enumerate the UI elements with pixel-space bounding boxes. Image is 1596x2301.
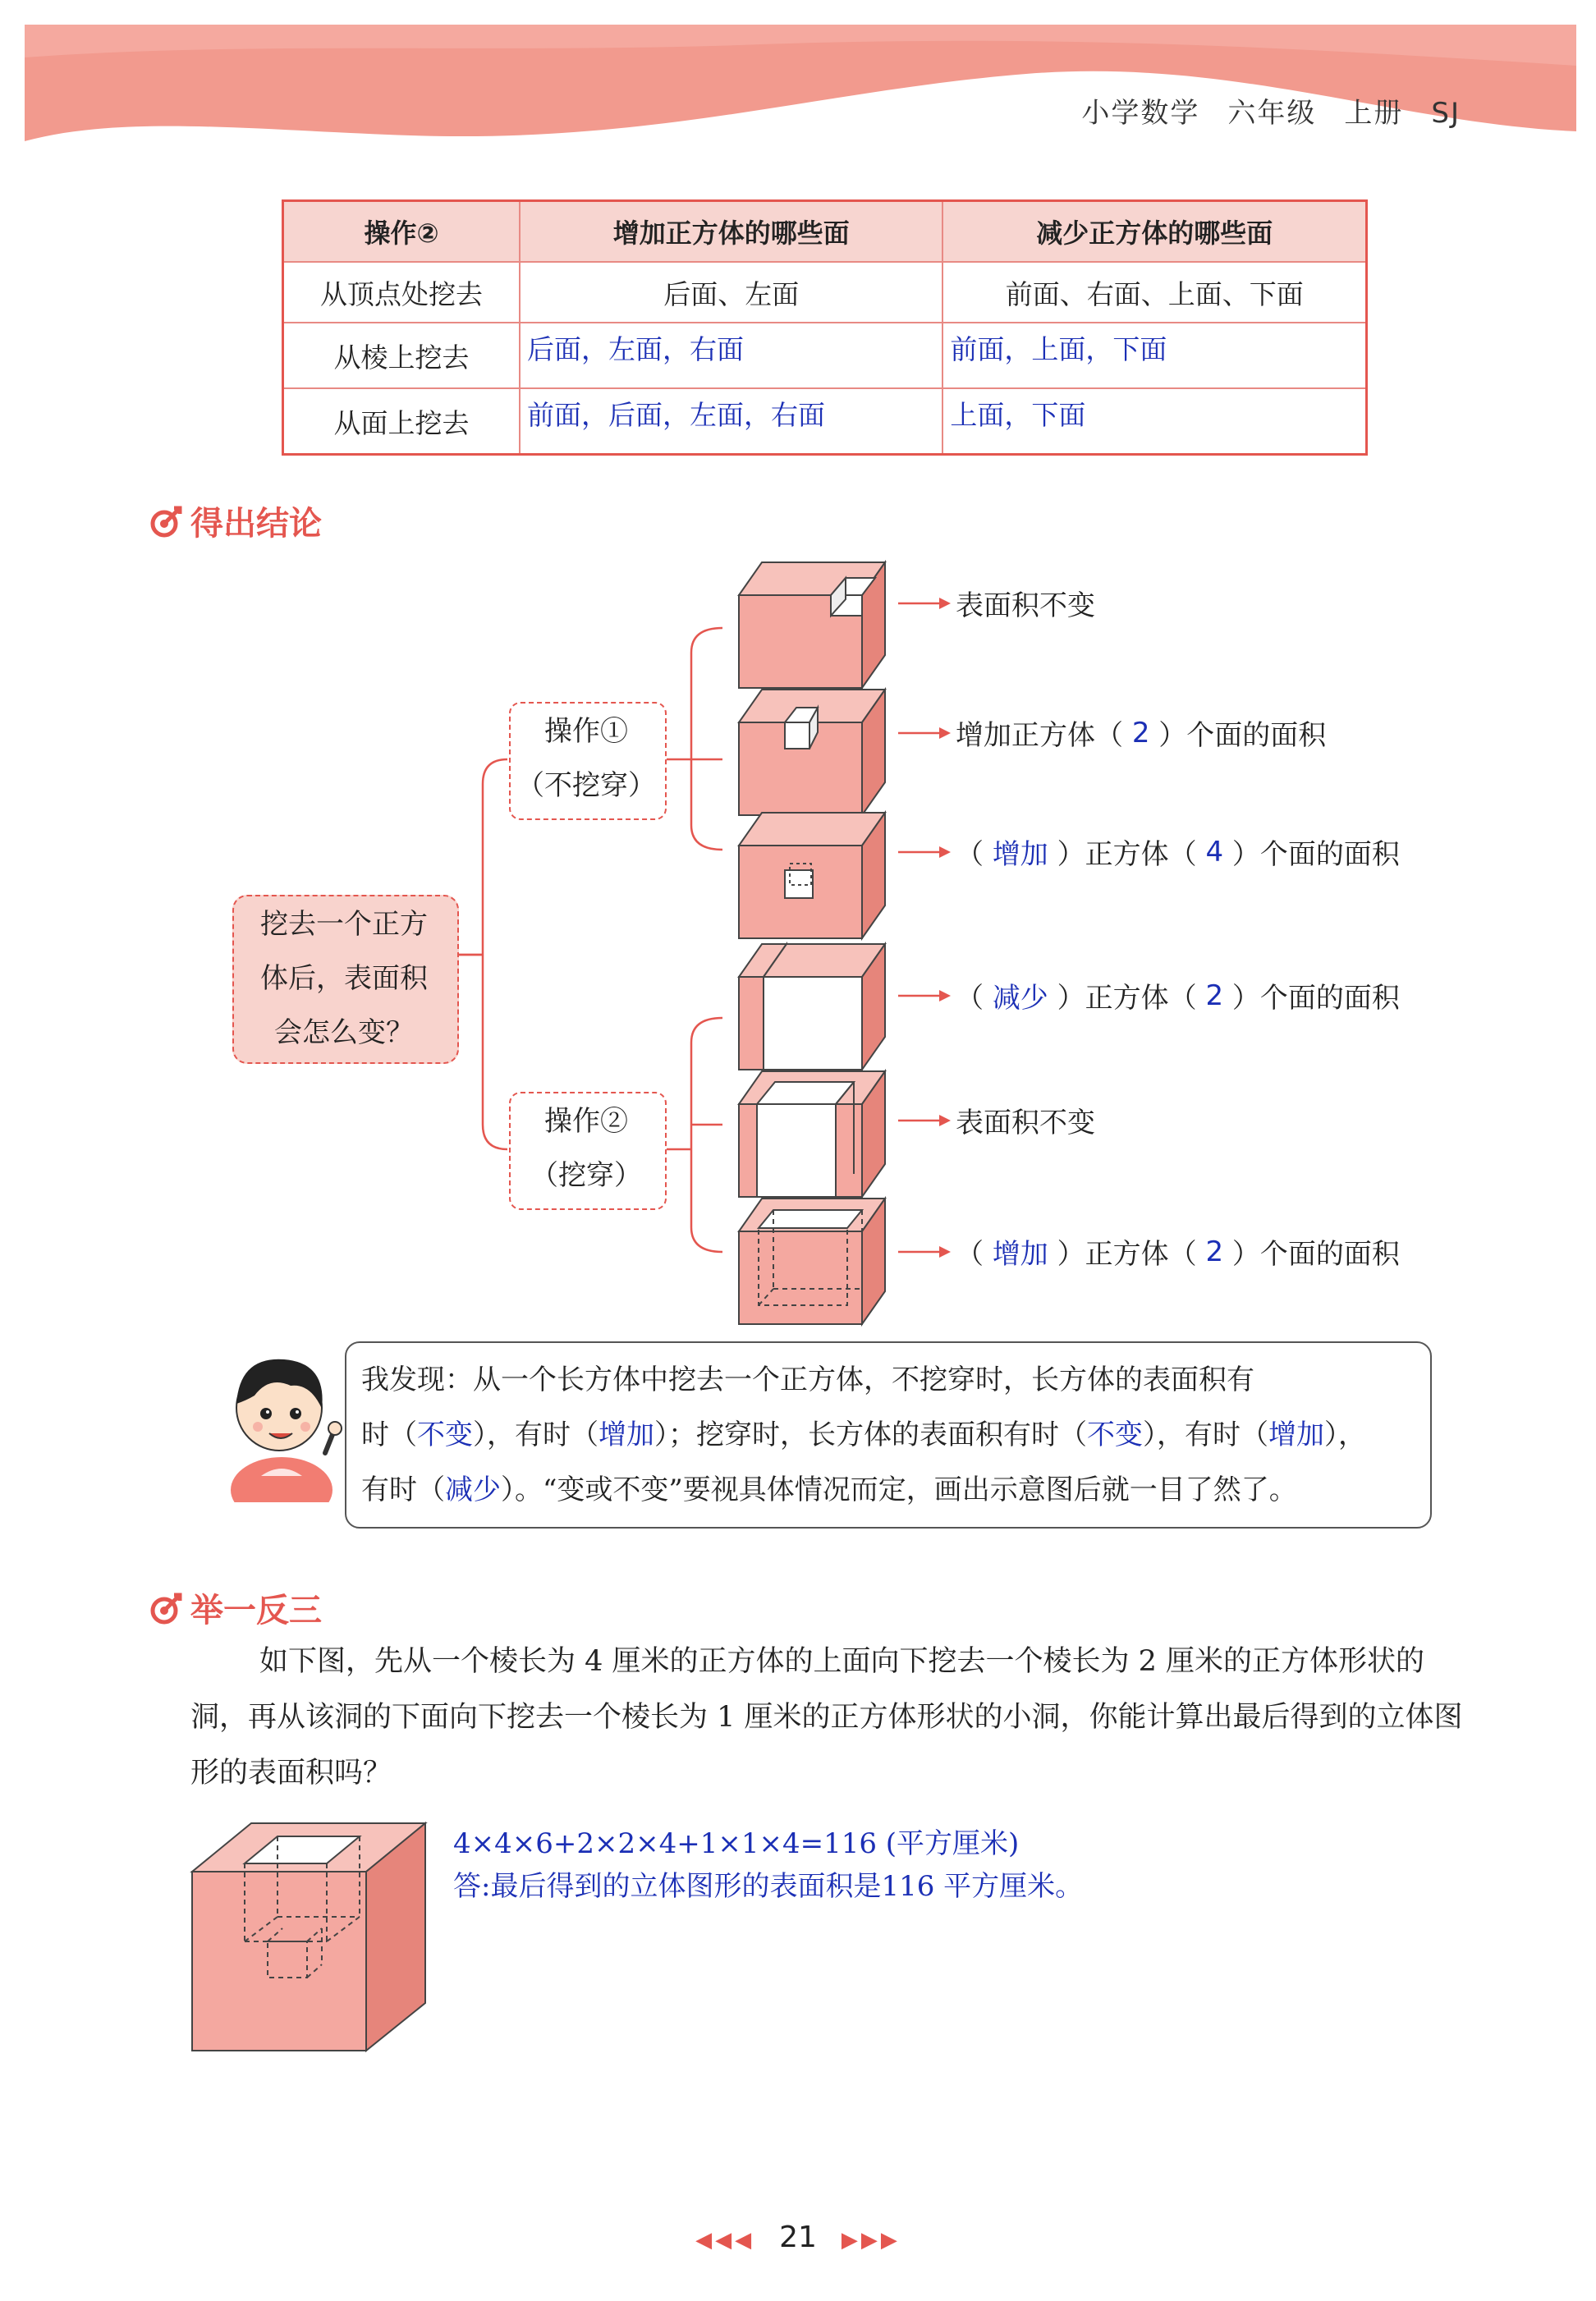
discovery-line bbox=[361, 1408, 1420, 1463]
result-answer: 2 bbox=[1205, 1235, 1224, 1268]
row-label: 从顶点处挖去 bbox=[283, 262, 521, 323]
practice-title bbox=[149, 1584, 322, 1631]
result-answer: 减少 bbox=[992, 982, 1048, 1015]
increase-cell: 后面、左面 bbox=[520, 262, 942, 323]
op1-line2: （不挖穿） bbox=[516, 769, 656, 802]
cube-edge-notch bbox=[739, 690, 885, 815]
arrow-icon bbox=[897, 842, 951, 862]
decrease-cell: 前面、右面、上面、下面 bbox=[942, 262, 1366, 323]
result-3 bbox=[897, 832, 1400, 872]
discovery-line bbox=[361, 1463, 1420, 1518]
result-text: 增加正方体（ bbox=[956, 719, 1132, 752]
practice-title-text: 举一反三 bbox=[190, 1592, 322, 1629]
discovery-answer: 增加 bbox=[1268, 1419, 1324, 1451]
op2-line1: 操作② bbox=[544, 1105, 628, 1138]
result-answer: 4 bbox=[1205, 835, 1224, 869]
question-line: 体后，表面积 bbox=[260, 962, 428, 995]
result-text: （ bbox=[956, 1238, 993, 1271]
practice-problem: 如下图，先从一个棱长为 4 厘米的正方体的上面向下挖去一个棱长为 2 厘米的正方体形状的洞，再从该洞的下面向下挖去一个棱长为 1 厘米的正方体形状的小洞，你能计算出最后得到的立体图形的表面积吗？ bbox=[190, 1645, 1463, 1790]
discovery-segment: 有时（ bbox=[361, 1474, 445, 1506]
result-text: （ bbox=[956, 982, 993, 1015]
next-marks: ▶▶▶ bbox=[841, 2228, 901, 2253]
cube-corner-notch bbox=[739, 562, 885, 688]
result-answer: 2 bbox=[1131, 716, 1150, 749]
result-text: ）正方体（ bbox=[1048, 982, 1206, 1015]
discovery-segment: ），有时（ bbox=[1143, 1419, 1268, 1451]
cube-through-face bbox=[739, 1199, 885, 1324]
result-answer: 增加 bbox=[992, 838, 1048, 871]
practice-answer bbox=[453, 1822, 1083, 1908]
result-5 bbox=[897, 1100, 1095, 1140]
arrow-icon bbox=[897, 986, 951, 1006]
result-text: ）个面的面积 bbox=[1223, 982, 1400, 1015]
arrow-icon bbox=[897, 723, 951, 743]
result-text: ）正方体（ bbox=[1048, 838, 1206, 871]
answer-formula: 4×4×6+2×2×4+1×1×4=116 (平方厘米) bbox=[453, 1827, 1020, 1860]
discovery-line: 我发现：从一个长方体中挖去一个正方体，不挖穿时，长方体的表面积有 bbox=[361, 1364, 1254, 1396]
discovery-answer: 减少 bbox=[445, 1474, 501, 1506]
table-header: 操作② bbox=[283, 201, 521, 263]
question-line: 会怎么变？ bbox=[274, 1016, 414, 1049]
result-4 bbox=[897, 975, 1400, 1015]
header-subject: 小学数学 bbox=[1081, 97, 1200, 130]
arrow-icon bbox=[897, 1111, 951, 1130]
row-label: 从棱上挖去 bbox=[283, 323, 521, 388]
result-2 bbox=[897, 713, 1326, 753]
result-answer: 增加 bbox=[992, 1238, 1048, 1271]
result-text: 表面积不变 bbox=[956, 589, 1095, 622]
target-icon bbox=[149, 1591, 184, 1625]
op1-line1: 操作① bbox=[544, 715, 628, 748]
cube-through-corner bbox=[739, 944, 885, 1070]
op1-label bbox=[509, 704, 663, 813]
decrease-answer: 前面，上面，下面 bbox=[942, 323, 1366, 388]
discovery-answer: 不变 bbox=[417, 1419, 473, 1451]
page-number: 21 bbox=[779, 2221, 817, 2254]
table-header: 增加正方体的哪些面 bbox=[520, 201, 942, 263]
result-1 bbox=[897, 583, 1095, 623]
arrow-icon bbox=[897, 1242, 951, 1262]
header-volume: 上册 bbox=[1344, 97, 1404, 130]
header-edition: SJ bbox=[1431, 97, 1461, 130]
page-footer bbox=[0, 2221, 1596, 2254]
question-line: 挖去一个正方 bbox=[260, 908, 428, 941]
answer-statement: 答:最后得到的立体图形的表面积是116 平方厘米。 bbox=[453, 1870, 1084, 1903]
question-text bbox=[232, 897, 456, 1060]
discovery-segment: 时（ bbox=[361, 1419, 417, 1451]
table-header: 减少正方体的哪些面 bbox=[942, 201, 1366, 263]
increase-answer: 前面，后面，左面，右面 bbox=[520, 388, 942, 455]
discovery-segment: ）；挖穿时，长方体的表面积有时（ bbox=[654, 1419, 1087, 1451]
discovery-text bbox=[361, 1353, 1420, 1518]
result-answer: 2 bbox=[1205, 979, 1224, 1012]
cube-face-hole bbox=[739, 813, 885, 938]
result-text: ）个面的面积 bbox=[1223, 838, 1400, 871]
result-text: ）正方体（ bbox=[1048, 1238, 1206, 1271]
arrow-icon bbox=[897, 594, 951, 613]
discovery-segment: ），有时（ bbox=[473, 1419, 598, 1451]
result-text: ）个面的面积 bbox=[1223, 1238, 1400, 1271]
conclusion-title-text: 得出结论 bbox=[190, 505, 322, 543]
row-label: 从面上挖去 bbox=[283, 388, 521, 455]
result-text: 表面积不变 bbox=[956, 1107, 1095, 1139]
result-text: （ bbox=[956, 838, 993, 871]
header-grade: 六年级 bbox=[1227, 97, 1317, 130]
cartoon-boy-illustration bbox=[212, 1338, 351, 1502]
op2-line2: （挖穿） bbox=[530, 1159, 642, 1192]
discovery-answer: 增加 bbox=[598, 1419, 654, 1451]
discovery-segment: ）， bbox=[1324, 1419, 1366, 1451]
practice-cube-figure bbox=[187, 1818, 442, 2056]
discovery-answer: 不变 bbox=[1087, 1419, 1143, 1451]
cube-through-edge bbox=[739, 1071, 885, 1197]
decrease-answer: 上面，下面 bbox=[942, 388, 1366, 455]
increase-answer: 后面，左面，右面 bbox=[520, 323, 942, 388]
discovery-segment: ）。“变或不变”要视具体情况而定，画出示意图后就一目了然了。 bbox=[501, 1474, 1297, 1506]
result-6 bbox=[897, 1231, 1400, 1272]
op2-label bbox=[509, 1094, 663, 1203]
prev-marks: ◀◀◀ bbox=[695, 2228, 755, 2253]
result-text: ）个面的面积 bbox=[1149, 719, 1327, 752]
